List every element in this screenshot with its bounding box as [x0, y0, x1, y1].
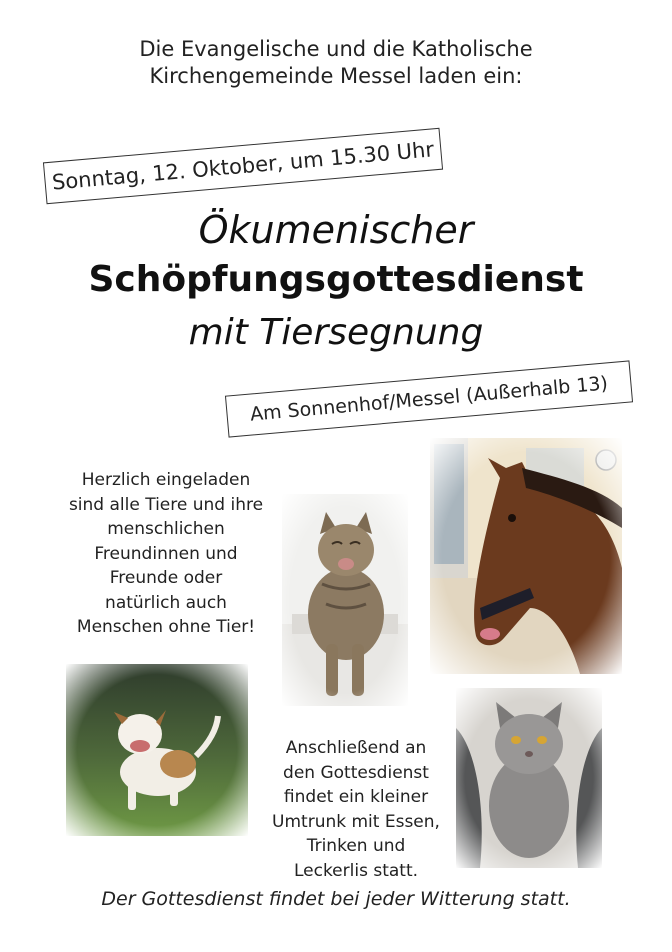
after-line: den Gottesdienst	[283, 762, 429, 783]
invite-line: sind alle Tiere und ihre	[68, 494, 264, 515]
after-line: findet ein kleiner	[283, 787, 429, 807]
invite-line: Menschen ohne Tier!	[76, 617, 256, 637]
title-line-3: mit Tiersegnung	[188, 312, 484, 353]
location-text: Am Sonnenhof/Messel (Außerhalb 13)	[249, 372, 609, 426]
after-line: Leckerlis statt.	[293, 860, 419, 881]
intro-line-2: Kirchengemeinde Messel laden ein:	[149, 64, 523, 88]
invite-line: Freundinnen und	[94, 543, 238, 564]
title-line-1: Ökumenischer	[198, 208, 474, 252]
invite-line: Herzlich eingeladen	[81, 470, 251, 490]
tabby-cat-photo	[282, 494, 408, 706]
grey-cat-photo	[456, 688, 602, 868]
intro-text	[0, 36, 672, 90]
after-line: Trinken und	[306, 836, 406, 856]
after-line: Anschließend an	[285, 738, 427, 758]
intro-line-1: Die Evangelische und die Katholische	[139, 37, 533, 61]
invite-text	[58, 468, 274, 640]
title-line-2: Schöpfungsgottesdienst	[88, 259, 584, 300]
dog-photo	[66, 664, 248, 836]
location-box	[225, 360, 633, 437]
after-text	[258, 736, 454, 883]
after-line: Umtrunk mit Essen,	[272, 811, 440, 832]
date-text: Sonntag, 12. Oktober, um 15.30 Uhr	[51, 137, 435, 195]
invite-line: natürlich auch	[105, 592, 227, 613]
invite-line: menschlichen	[107, 519, 225, 539]
footer-text: Der Gottesdienst findet bei jeder Witterung statt.	[101, 888, 571, 910]
invite-line: Freunde oder	[109, 568, 223, 588]
horse-photo	[430, 438, 622, 674]
date-box	[43, 128, 443, 205]
